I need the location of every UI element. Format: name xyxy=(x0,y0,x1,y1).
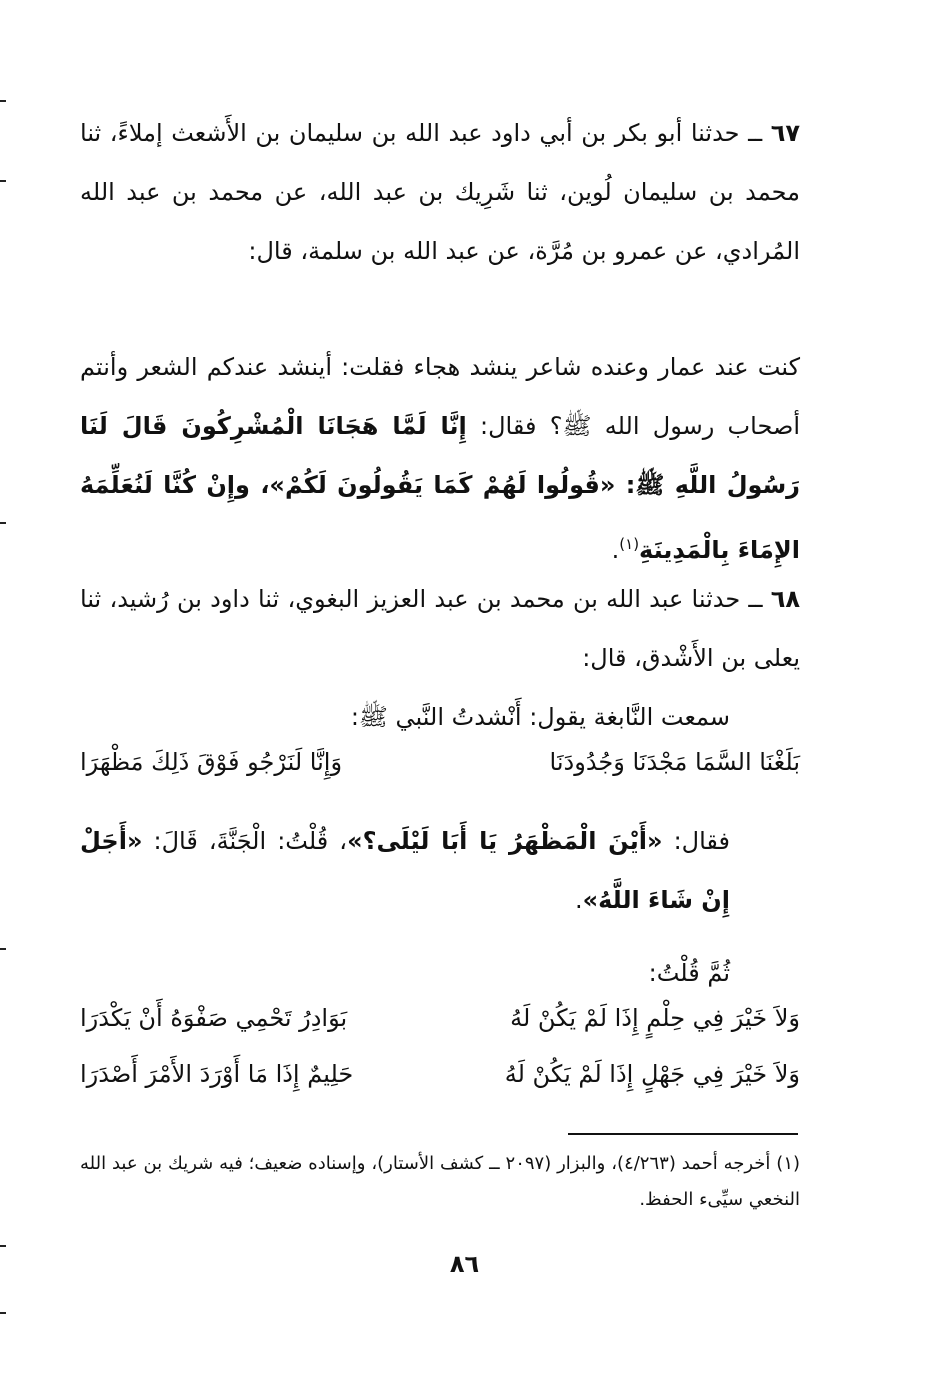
quote-text: «أَجَلْ إِنْ شَاءَ اللَّهُ» xyxy=(80,827,730,914)
footnote-divider xyxy=(568,1133,798,1135)
quote-text: «أَيْنَ الْمَظْهَرُ يَا أَبَا لَيْلَى؟» xyxy=(347,827,663,855)
hadith-number: ٦٨ xyxy=(770,585,800,613)
poem-verse xyxy=(80,1060,800,1110)
verse-second-half: بَوَادِرُ تَحْمِي صَفْوَهُ أَنْ يَكْدَرَا xyxy=(80,1004,348,1032)
margin-mark xyxy=(0,522,6,524)
narration-end: . xyxy=(611,536,620,564)
dialogue-text: ، قُلْتُ: الْجَنَّةَ، قَالَ: xyxy=(142,827,348,855)
verse-first-half: وَلاَ خَيْرَ فِي جَهْلٍ إِذَا لَمْ يَكُنْ لَهُ xyxy=(504,1060,800,1088)
poem-verse xyxy=(80,748,800,798)
narration-intro: سمعت النَّابغة يقول: أَنْشدتُ النَّبي ﷺ: xyxy=(350,703,730,731)
footnote: (١) أخرجه أحمد (٤/٢٦٣)، والبزار (٢٠٩٧ ــ كشف الأستار)، وإسناده ضعيف؛ فيه شريك بن عبد الله النخعي سيِّىء الحفظ. xyxy=(80,1153,801,1210)
narration-paragraph xyxy=(80,338,800,580)
hadith-68-paragraph xyxy=(80,570,800,688)
dialogue-text: فقال: xyxy=(662,827,731,855)
page-number: ٨٦ xyxy=(449,1250,480,1278)
hadith-number: ٦٧ xyxy=(770,119,800,147)
narration-text: كنت عند عمار وعنده شاعر ينشد هجاء فقلت: أينشد عندكم الشعر وأنتم أصحاب رسول الله ﷺ؟ فقال: xyxy=(80,353,800,440)
dialogue-text: . xyxy=(574,886,583,914)
verse-second-half: حَلِيمٌ إِذَا مَا أَوْرَدَ الأَمْرَ أَصْدَرَا xyxy=(80,1060,354,1088)
poem-verse xyxy=(80,1004,800,1054)
margin-mark xyxy=(0,948,6,950)
hadith-text: ــ حدثنا عبد الله بن محمد بن عبد العزيز البغوي، ثنا داود بن رُشيد، ثنا يعلى بن الأَشْدق، قال: xyxy=(80,585,800,672)
hadith-text: ــ حدثنا أبو بكر بن أبي داود عبد الله بن سليمان بن الأَشعث إملاءً، ثنا محمد بن سليمان لُوين، ثنا شَرِيك بن عبد الله، عن محمد بن عبد الله المُرادي، عن عمرو بن مُرَّة، عن عبد الله بن سلمة، قال: xyxy=(80,119,800,265)
footnote-reference: (١) xyxy=(619,535,640,553)
quote-text: إِنَّا لَمَّا هَجَانَا الْمُشْرِكُونَ قَالَ لَنَا رَسُولُ اللَّهِ ﷺ: «قُولُوا لَهُمْ كَمَا يَقُولُونَ لَكُمْ»، وإِنْ كُنَّا لَنُعَلِّمَهُ الإِمَاءَ بِالْمَدِينَةِ xyxy=(80,412,800,564)
margin-mark xyxy=(0,1312,6,1314)
then-i-said: ثُمَّ قُلْتُ: xyxy=(648,959,730,987)
dialogue-paragraph xyxy=(80,812,800,930)
margin-mark xyxy=(0,1245,6,1247)
margin-mark xyxy=(0,100,6,102)
verse-first-half: وَلاَ خَيْرَ فِي حِلْمٍ إِذَا لَمْ يَكُنْ لَهُ xyxy=(510,1004,800,1032)
margin-mark xyxy=(0,180,6,182)
hadith-67-paragraph xyxy=(80,104,800,281)
verse-second-half: وَإِنَّا لَنَرْجُو فَوْقَ ذَلِكَ مَظْهَرَا xyxy=(80,748,343,776)
verse-first-half: بَلَغْنَا السَّمَا مَجْدَنَا وَجُدُودَنَا xyxy=(549,748,800,776)
